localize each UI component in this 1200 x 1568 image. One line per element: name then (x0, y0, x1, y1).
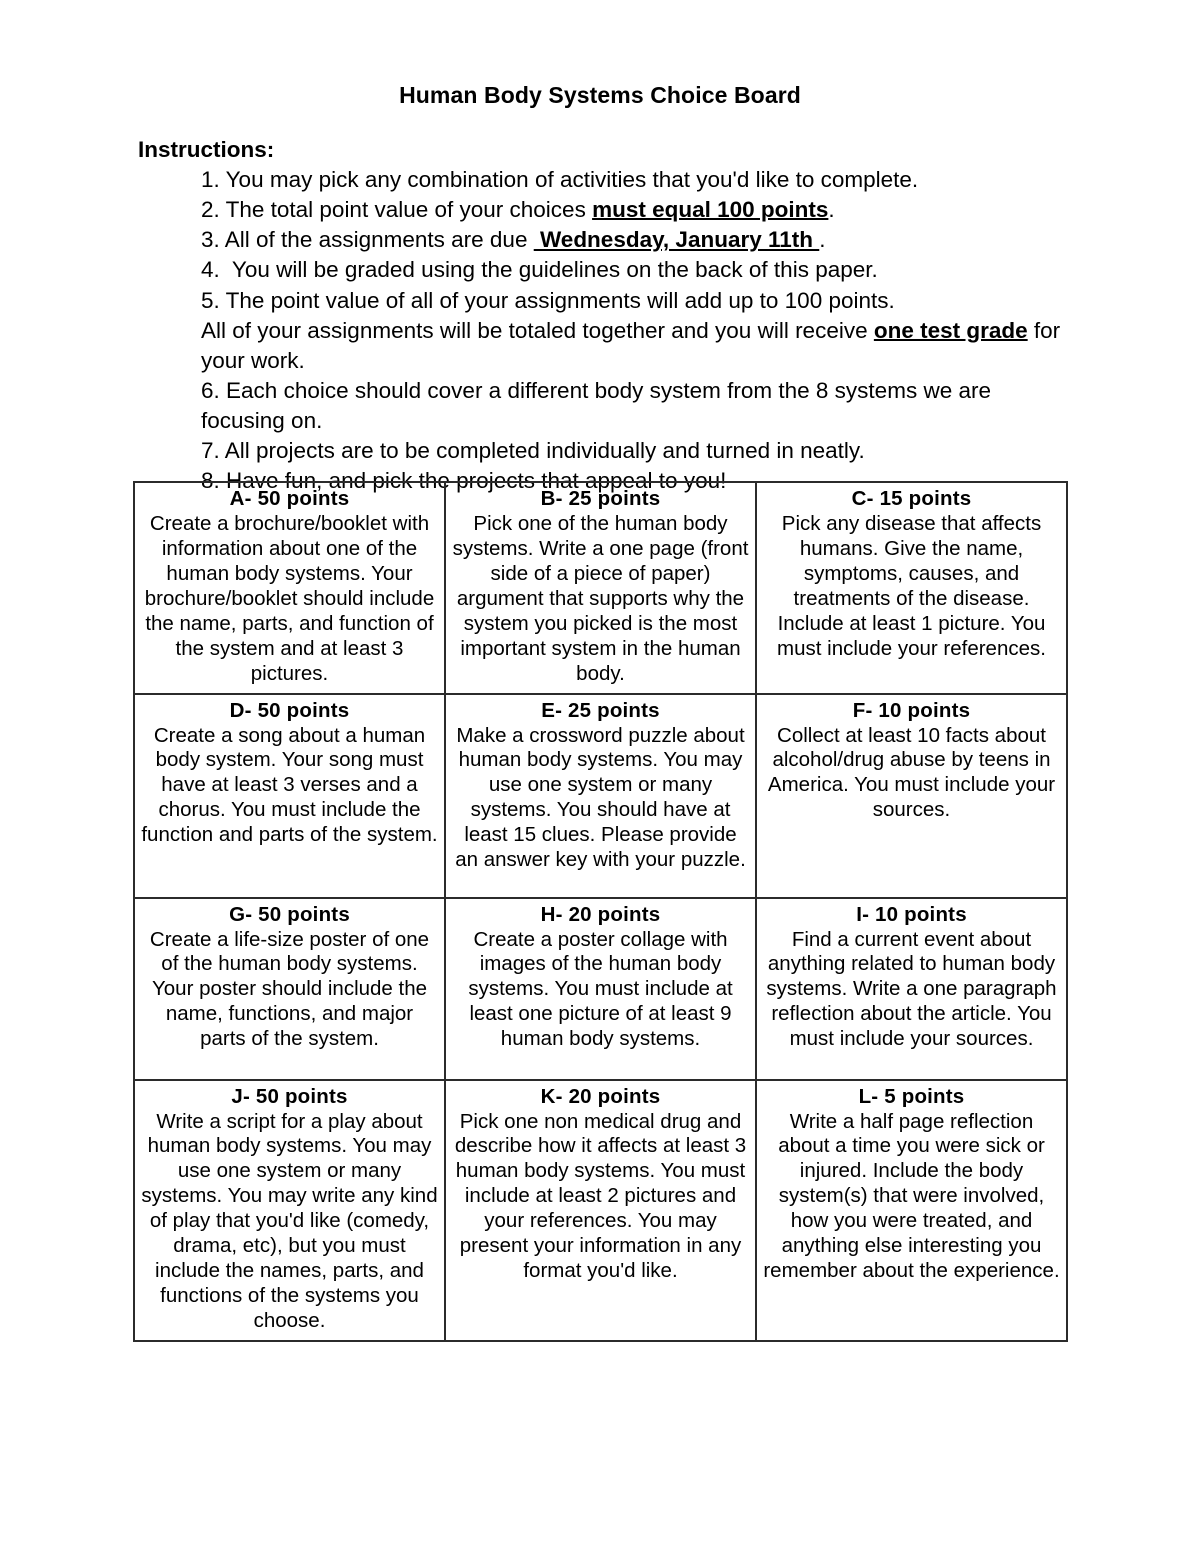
choice-board-row (134, 694, 1067, 898)
instruction-number: 8. (201, 467, 227, 493)
choice-cell-body: Create a brochure/booklet with information about one of the human body systems. Your brochure/booklet should include the name, parts, and function of the system and at least 3 pictures. (144, 512, 435, 685)
choice-cell-title: C- 15 points (851, 487, 972, 511)
choice-cell-k[interactable] (445, 1080, 756, 1341)
choice-cell-c[interactable] (756, 482, 1067, 693)
choice-cell-body: Create a poster collage with images of the human body systems. You must include at least one picture of at least 9 human body systems. (468, 927, 733, 1051)
instruction-number: 1. (201, 167, 226, 193)
choice-cell-title: K- 20 points (540, 1084, 661, 1108)
page-title: Human Body Systems Choice Board (399, 82, 801, 109)
choice-cell-body: Create a life-size poster of one of the human body systems. Your poster should include the name, functions, and major parts of the system. (149, 927, 430, 1051)
choice-cell-b[interactable] (445, 482, 756, 693)
choice-cell-title: E- 25 points (541, 698, 660, 722)
instruction-item (201, 316, 1078, 376)
instructions-list (138, 165, 1078, 495)
instructions-section (0, 135, 1200, 496)
choice-cell-title: A- 50 points (229, 487, 350, 511)
choice-cell-title: D- 50 points (229, 698, 350, 722)
instruction-due-date: Wednesday, January 11th (533, 227, 820, 253)
instruction-number: 4. (201, 257, 227, 283)
instruction-number: 3. (201, 227, 225, 253)
instruction-text: . (819, 227, 826, 253)
instruction-item (201, 376, 1078, 436)
choice-cell-g[interactable] (134, 898, 445, 1080)
choice-cell-h[interactable] (445, 898, 756, 1080)
instruction-text: . (828, 197, 835, 223)
choice-cell-title: L- 5 points (858, 1084, 965, 1108)
choice-cell-j[interactable] (134, 1080, 445, 1341)
instruction-text: The total point value of your choices (225, 197, 593, 223)
instruction-text: Have fun, and pick the projects that appeal to you! (226, 467, 727, 493)
instruction-text: All projects are to be completed individually and turned in neatly. (224, 437, 865, 463)
choice-cell-body: Make a crossword puzzle about human body systems. You may use one system or many systems. You should have at least 15 clues. Please provide an answer key with your puzzle. (455, 723, 746, 872)
choice-board-wrapper (133, 481, 1068, 1341)
choice-cell-l[interactable] (756, 1080, 1067, 1341)
instruction-number: 2. (201, 197, 226, 223)
choice-cell-title: H- 20 points (540, 902, 661, 926)
choice-cell-title: I- 10 points (856, 902, 967, 926)
instruction-item (201, 286, 1078, 316)
instruction-number: 5. (201, 287, 226, 313)
choice-cell-title: J- 50 points (231, 1084, 348, 1108)
choice-cell-e[interactable] (445, 694, 756, 898)
choice-cell-body: Collect at least 10 facts about alcohol/drug abuse by teens in America. You must include your sources. (767, 723, 1056, 822)
instruction-text: You may pick any combination of activities that you'd like to complete. (225, 167, 919, 193)
choice-board-row (134, 898, 1067, 1080)
choice-cell-body: Pick one of the human body systems. Write a one page (front side of a piece of paper) argument that supports why the system you picked is the most important system in the human body. (452, 512, 749, 685)
choice-board-row (134, 1080, 1067, 1341)
choice-cell-d[interactable] (134, 694, 445, 898)
choice-cell-f[interactable] (756, 694, 1067, 898)
instruction-text: The point value of all of your assignments will add up to 100 points. (225, 287, 895, 313)
choice-cell-body: Find a current event about anything related to human body systems. Write a one paragraph reflection about the article. You must include your sources. (766, 927, 1057, 1051)
instruction-item (201, 195, 1078, 225)
choice-cell-title: B- 25 points (540, 487, 661, 511)
instruction-text: for your work. (201, 317, 1061, 373)
choice-cell-body: Pick any disease that affects humans. Give the name, symptoms, causes, and treatments of the disease. Include at least 1 picture. You must include your references. (777, 512, 1046, 660)
choice-cell-i[interactable] (756, 898, 1067, 1080)
instruction-item (201, 225, 1078, 255)
instruction-text: All of your assignments will be totaled together and you will receive (201, 317, 874, 343)
choice-cell-a[interactable] (134, 482, 445, 693)
instruction-number: 7. (201, 437, 225, 463)
choice-board-row (134, 482, 1067, 693)
instruction-text: All of the assignments are due (224, 227, 534, 253)
instructions-heading: Instructions: (138, 136, 275, 162)
instruction-emphasis: one test grade (873, 317, 1028, 343)
instruction-number: 6. (201, 377, 227, 403)
choice-board-body (134, 482, 1067, 1340)
instruction-item (201, 165, 1078, 195)
instruction-text: You will be graded using the guidelines on the back of this paper. (226, 257, 878, 283)
document-page (0, 15, 1200, 1568)
choice-cell-body: Pick one non medical drug and describe how it affects at least 3 human body systems. You must include at least 2 pictures and your references. You may present your information in any format you'd like. (454, 1109, 747, 1282)
instruction-text: Each choice should cover a different body system from the 8 systems we are focusing on. (201, 377, 991, 433)
choice-cell-body: Write a script for a play about human body systems. You may use one system or many systems. You may write any kind of play that you'd like (comedy, drama, etc), but you must include the names, parts, and functions of the systems you choose. (141, 1109, 438, 1332)
choice-board-table (133, 481, 1068, 1341)
instruction-item (201, 255, 1078, 285)
instruction-emphasis: must equal 100 points (592, 197, 829, 223)
choice-cell-body: Write a half page reflection about a time you were sick or injured. Include the body system(s) that were involved, how you were treated, and anything else interesting you remember about the experience. (763, 1109, 1060, 1282)
choice-cell-title: G- 50 points (229, 902, 350, 926)
instruction-item (201, 436, 1078, 466)
choice-cell-title: F- 10 points (852, 698, 971, 722)
choice-cell-body: Create a song about a human body system. Your song must have at least 3 verses and a chorus. You must include the function and parts of the system. (141, 723, 438, 847)
